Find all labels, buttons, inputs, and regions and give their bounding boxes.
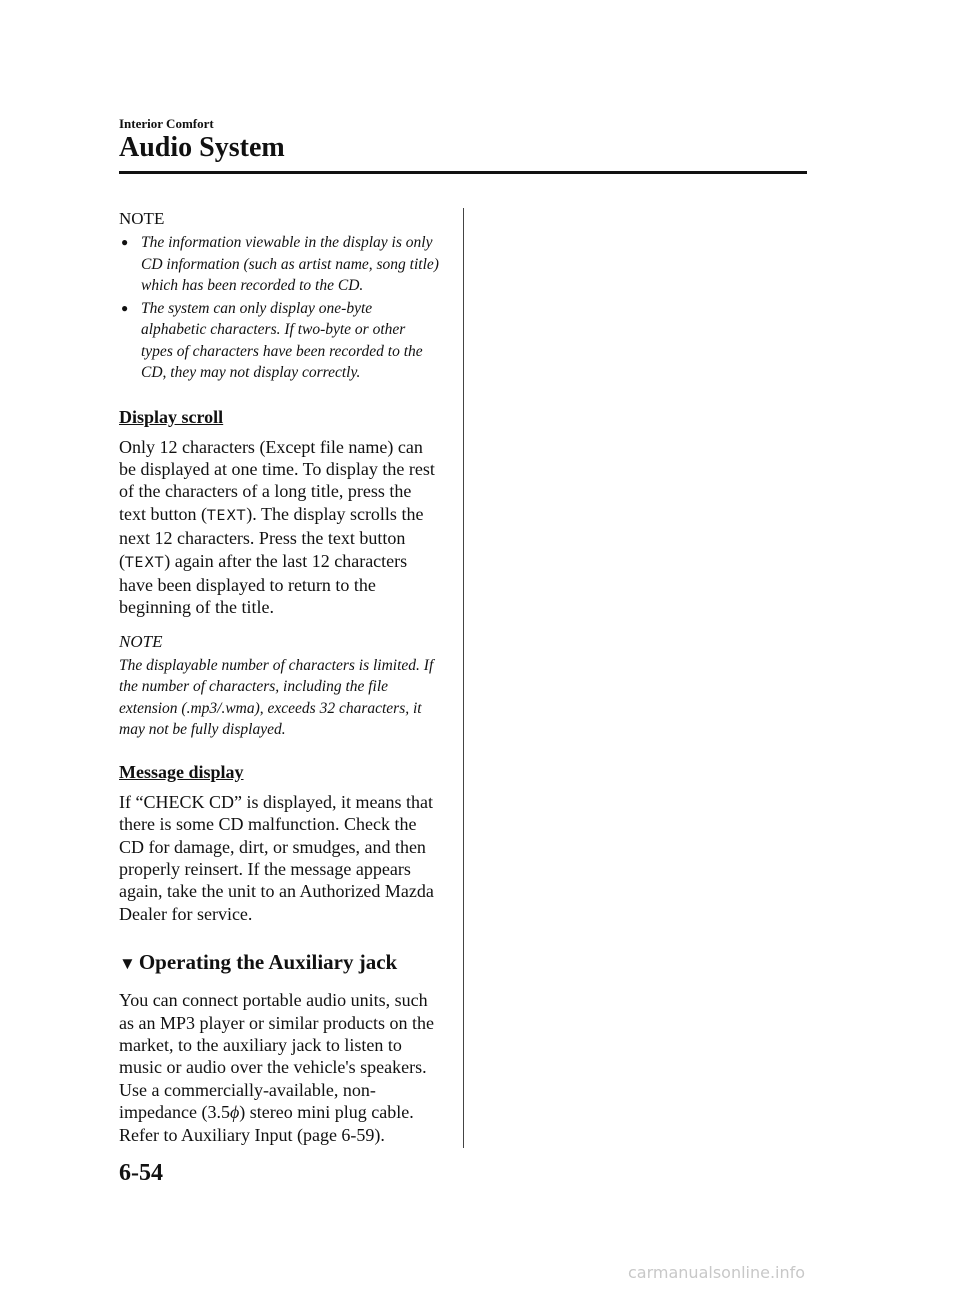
display-scroll-text: Only 12 characters (Except file name) can be displayed at one time. To display the rest of the characters of a long title, press the text button (TEXT). The display scrolls the next 12 characters. Press the text button (TEXT) again after the last 12 characters have been displayed to return to the beginning of the title. bbox=[119, 436, 435, 618]
header-rule bbox=[119, 171, 807, 174]
message-display-heading: Message display bbox=[119, 761, 244, 782]
display-scroll-heading: Display scroll bbox=[119, 406, 224, 427]
page-number: 6-54 bbox=[119, 1160, 163, 1186]
note-bullet: ● The information viewable in the display is only CD information (such as artist name, song title) which has been recorded to the CD. bbox=[121, 234, 439, 294]
page-title: Audio System bbox=[119, 132, 285, 163]
aux-text: You can connect portable audio units, such as an MP3 player or similar products on the market, to the auxiliary jack to listen to music or audio over the vehicle's speakers. Use a commercially-available, non-impedance (3.5ϕ) stereo mini plug cable. Refer to Auxiliary Input (page 6-59). bbox=[119, 990, 434, 1145]
column-divider bbox=[463, 208, 464, 1148]
text-button-icon: TEXT bbox=[125, 554, 165, 571]
bullet-icon: ● bbox=[121, 235, 129, 249]
message-display-text: If “CHECK CD” is displayed, it means that there is some CD malfunction. Check the CD for damage, dirt, or smudges, and then properly reinsert. If the message appears again, take the unit to an Authorized Mazda Dealer for service. bbox=[119, 791, 434, 924]
watermark: carmanualsonline.info bbox=[628, 1263, 806, 1282]
note-label: NOTE bbox=[119, 631, 163, 651]
note-bullet: ● The system can only display one-byte alphabetic characters. If two-byte or other types of characters have been recorded to the CD, they may not display correctly. bbox=[121, 299, 423, 381]
text-button-icon: TEXT bbox=[207, 507, 247, 524]
note-bullet-list bbox=[119, 232, 441, 384]
section-label: Interior Comfort bbox=[119, 116, 214, 131]
note-text: The displayable number of characters is limited. If the number of characters, including the file extension (.mp3/.wma), exceeds 32 characters, it may not be fully displayed. bbox=[119, 656, 434, 739]
phi-symbol: ϕ bbox=[229, 1102, 240, 1123]
aux-section-heading: ▼ Operating the Auxiliary jack bbox=[119, 950, 398, 975]
bullet-icon: ● bbox=[121, 300, 129, 315]
note-label: NOTE bbox=[119, 209, 165, 228]
triangle-down-icon: ▼ bbox=[119, 954, 136, 974]
left-column bbox=[119, 208, 441, 1146]
